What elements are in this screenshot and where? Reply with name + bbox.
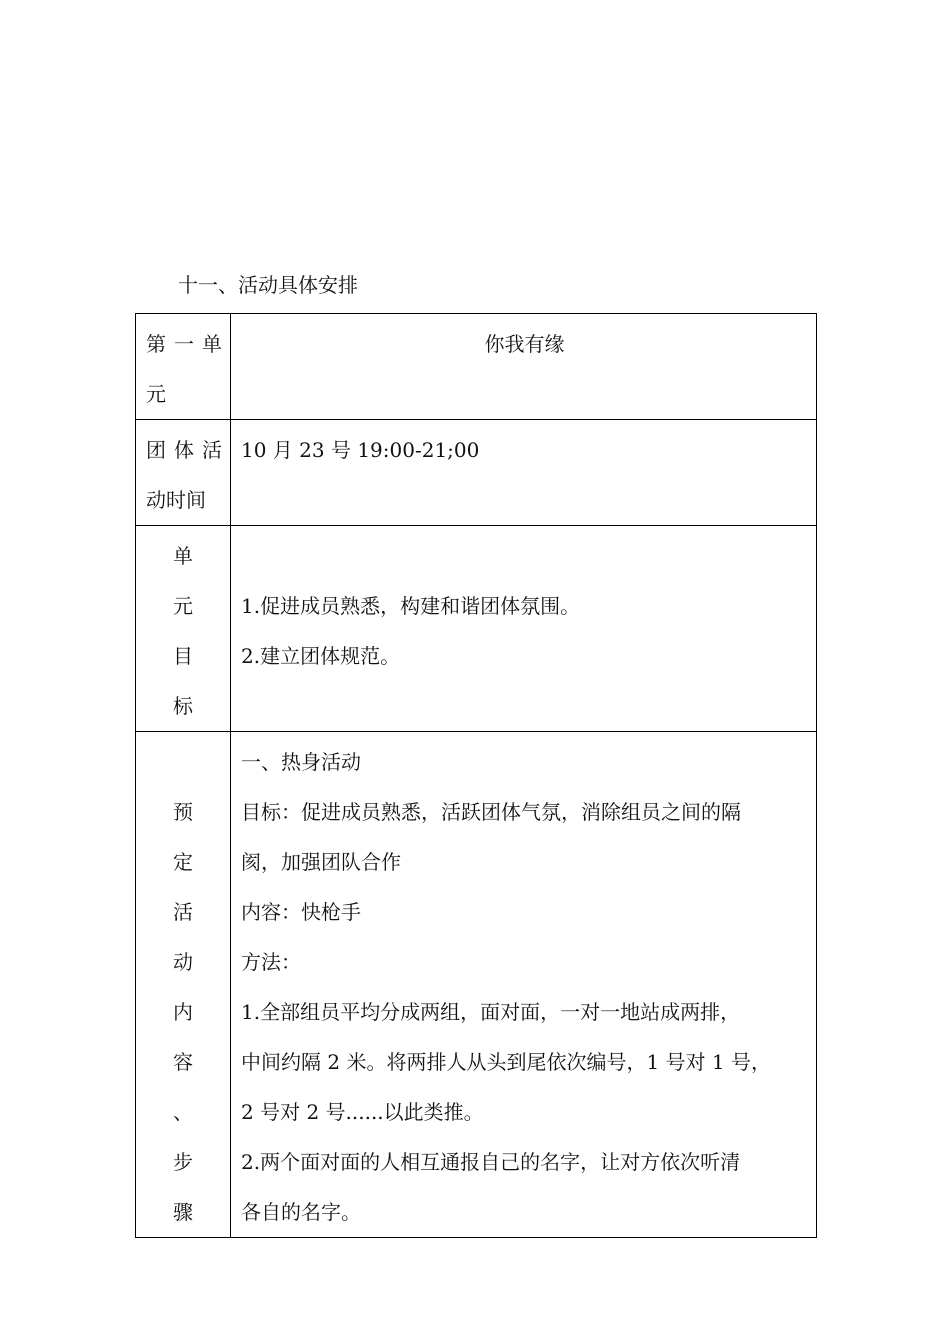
steps-line: 2.两个面对面的人相互通报自己的名字，让对方依次听清 — [241, 1150, 741, 1174]
time-label-line-1: 团 体 活 — [146, 438, 222, 462]
time-label-line-2: 动时间 — [146, 488, 206, 512]
steps-label-char: 定 — [173, 850, 193, 874]
steps-label-char: 预 — [173, 800, 193, 824]
steps-line: 各自的名字。 — [241, 1200, 361, 1224]
steps-content-cell — [231, 732, 817, 1238]
unit-label-line-1: 第 一 单 — [146, 332, 222, 356]
activity-schedule-table — [135, 313, 817, 1238]
steps-line: 中间约隔 2 米。将两排人从头到尾依次编号，1 号对 1 号， — [241, 1050, 771, 1074]
time-label-cell — [136, 420, 231, 526]
warmup-heading: 一、热身活动 — [241, 750, 361, 774]
steps-label-char: 动 — [173, 950, 193, 974]
unit-title-cell — [231, 314, 817, 420]
unit-title: 你我有缘 — [484, 332, 565, 356]
steps-label-char: 、 — [173, 1100, 193, 1124]
goal-label-char: 单 — [173, 544, 193, 568]
steps-line: 内容：快枪手 — [241, 900, 361, 924]
steps-label-char: 内 — [173, 1000, 193, 1024]
steps-label-char: 步 — [173, 1150, 193, 1174]
unit-label-line-2: 元 — [146, 382, 166, 406]
steps-label-char: 容 — [173, 1050, 193, 1074]
table-row — [136, 526, 817, 732]
goal-label-char: 标 — [173, 694, 193, 718]
steps-line: 2 号对 2 号......以此类推。 — [241, 1100, 484, 1124]
steps-line: 1.全部组员平均分成两组，面对面，一对一地站成两排， — [241, 1000, 741, 1024]
steps-line: 目标：促进成员熟悉，活跃团体气氛，消除组员之间的隔 — [241, 800, 741, 824]
steps-label-char: 骤 — [173, 1200, 193, 1224]
goal-content-cell — [231, 526, 817, 732]
section-heading: 十一、活动具体安排 — [178, 273, 358, 297]
table-row — [136, 420, 817, 526]
goal-label-cell — [136, 526, 231, 732]
table-row — [136, 314, 817, 420]
steps-label-char: 活 — [173, 900, 193, 924]
goal-line — [241, 531, 808, 581]
steps-line: 阂，加强团队合作 — [241, 850, 401, 874]
goal-label-char: 目 — [173, 644, 193, 668]
goal-line: 1.促进成员熟悉，构建和谐团体氛围。 — [241, 594, 581, 618]
goal-label-char: 元 — [173, 594, 193, 618]
activity-time: 10 月 23 号 19:00-21;00 — [241, 438, 480, 462]
table-row — [136, 732, 817, 1238]
steps-label-cell — [136, 732, 231, 1238]
goal-line: 2.建立团体规范。 — [241, 644, 401, 668]
steps-line: 方法： — [241, 950, 301, 974]
unit-label-cell — [136, 314, 231, 420]
time-value-cell — [231, 420, 817, 526]
